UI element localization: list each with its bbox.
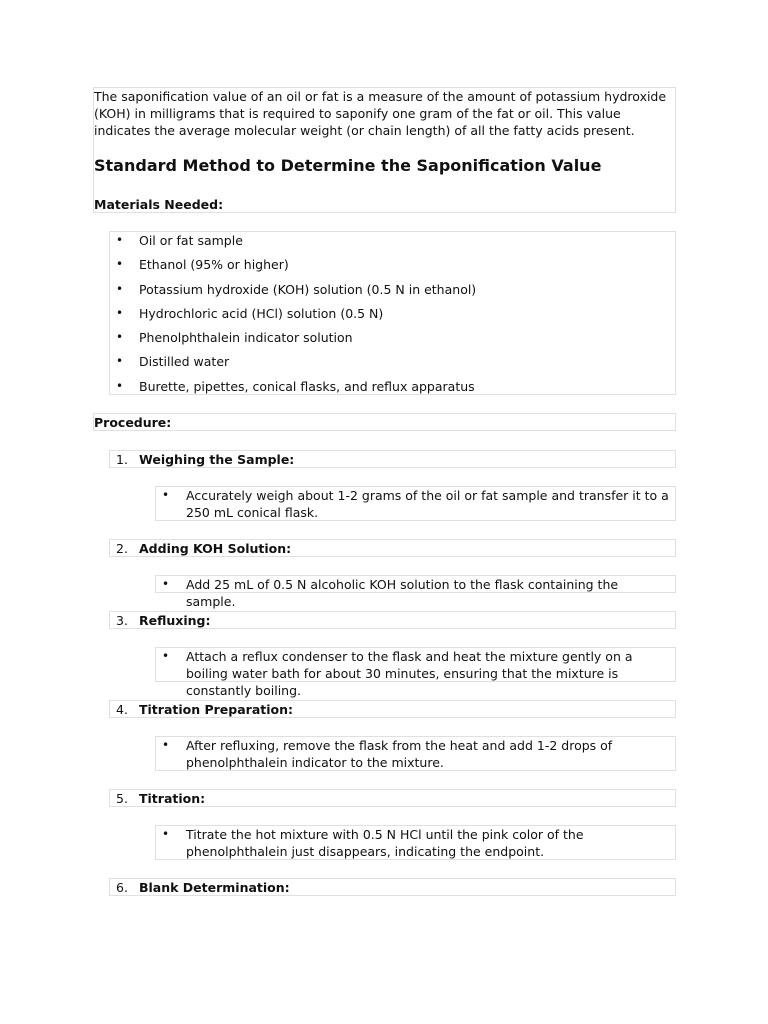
step-title: Titration Preparation: xyxy=(139,702,294,717)
list-item xyxy=(110,256,675,280)
step-title: Blank Determination: xyxy=(139,880,290,895)
bullet-icon: • xyxy=(162,738,170,752)
bullet-icon: • xyxy=(162,827,170,841)
list-item xyxy=(110,329,675,353)
bullet-icon: • xyxy=(116,330,124,345)
materials-list-box xyxy=(109,231,676,395)
bullet-icon: • xyxy=(116,257,124,272)
materials-heading: Materials Needed: xyxy=(94,197,224,212)
step-detail-text: Add 25 mL of 0.5 N alcoholic KOH solution to the flask containing the sample. xyxy=(186,577,619,609)
bullet-icon: • xyxy=(116,233,124,247)
bullet-icon: • xyxy=(116,378,124,393)
step-number: 6. xyxy=(116,880,128,895)
list-item xyxy=(110,305,675,329)
step-title: Refluxing: xyxy=(139,613,211,628)
material-text: Oil or fat sample xyxy=(139,233,243,248)
material-text: Ethanol (95% or higher) xyxy=(139,257,289,273)
step-detail-text: Accurately weigh about 1-2 grams of the oil or fat sample and transfer it to a 250 mL conical flask. xyxy=(186,488,669,520)
step-5 xyxy=(109,789,676,807)
step-detail-text: Attach a reflux condenser to the flask and heat the mixture gently on a boiling water bath for about 30 minutes, ensuring that the mixture is constantly boiling. xyxy=(186,649,633,698)
step-title: Adding KOH Solution: xyxy=(139,541,292,556)
list-item xyxy=(110,232,675,256)
bullet-icon: • xyxy=(116,354,124,369)
bullet-icon: • xyxy=(116,281,124,296)
list-item xyxy=(110,281,675,305)
intro-paragraph: The saponification value of an oil or fat is a measure of the amount of potassium hydroxide (KOH) in milligrams that is required to saponify one gram of the fat or oil. This value indicates the average molecular weight (or chain length) of all the fatty acids present. xyxy=(94,89,667,138)
material-text: Potassium hydroxide (KOH) solution (0.5 N in ethanol) xyxy=(139,281,477,297)
list-item xyxy=(110,378,675,402)
step-2 xyxy=(109,539,676,557)
bullet-icon: • xyxy=(162,649,170,663)
step-detail-text: After refluxing, remove the flask from the heat and add 1-2 drops of phenolphthalein indicator to the mixture. xyxy=(186,738,613,770)
material-text: Hydrochloric acid (HCl) solution (0.5 N) xyxy=(139,305,384,321)
step-number: 4. xyxy=(116,702,128,717)
step-number: 2. xyxy=(116,541,128,556)
step-4-detail xyxy=(155,736,676,771)
step-1-detail xyxy=(155,486,676,521)
step-title: Titration: xyxy=(139,791,206,806)
step-number: 3. xyxy=(116,613,128,628)
page-title: Standard Method to Determine the Saponification Value xyxy=(94,156,602,175)
step-title: Weighing the Sample: xyxy=(139,452,295,467)
procedure-heading: Procedure: xyxy=(94,415,172,430)
step-5-detail xyxy=(155,825,676,860)
step-number: 5. xyxy=(116,791,128,806)
step-3 xyxy=(109,611,676,629)
step-detail-text: Titrate the hot mixture with 0.5 N HCl until the pink color of the phenolphthalein just disappears, indicating the endpoint. xyxy=(186,827,584,859)
material-text: Phenolphthalein indicator solution xyxy=(139,330,353,346)
list-item xyxy=(110,353,675,377)
materials-list xyxy=(110,232,675,402)
intro-section xyxy=(93,87,676,213)
bullet-icon: • xyxy=(162,488,170,502)
step-6 xyxy=(109,878,676,896)
bullet-icon: • xyxy=(162,577,170,591)
step-2-detail xyxy=(155,575,676,609)
step-4 xyxy=(109,700,676,718)
material-text: Distilled water xyxy=(139,354,230,370)
procedure-heading-box xyxy=(93,413,676,431)
step-1 xyxy=(109,450,676,468)
step-number: 1. xyxy=(116,452,128,467)
material-text: Burette, pipettes, conical flasks, and reflux apparatus xyxy=(139,378,475,394)
step-3-detail xyxy=(155,647,676,698)
bullet-icon: • xyxy=(116,305,124,320)
